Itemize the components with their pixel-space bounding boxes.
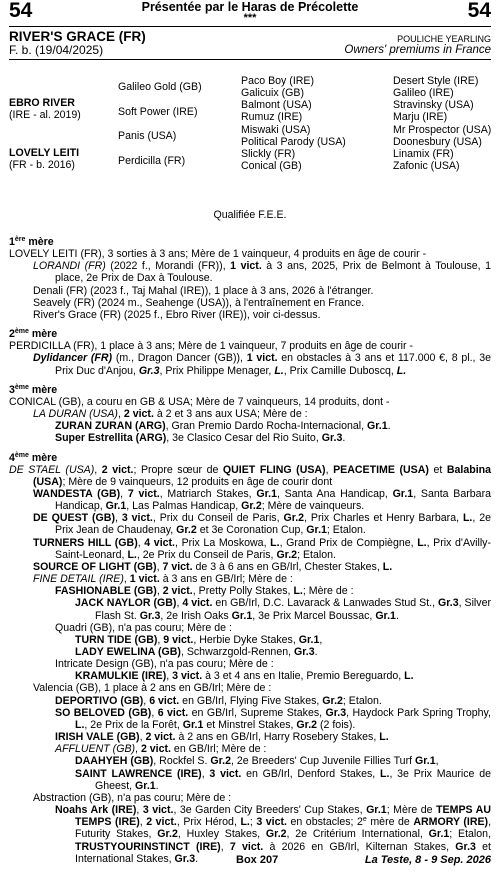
pedigree-gen3-2: Galicuix (GB): [241, 87, 304, 99]
pedigree-dam: LOVELY LEITI: [9, 147, 80, 159]
dam-1-entry: LOVELY LEITI (FR), 3 sorties à 3 ans; Mère de 1 vainqueur, 4 produits en âge de courir -: [9, 248, 427, 261]
dam-4-greatproduce: DAAHYEH (GB), Rockfel S. Gr.2, 2e Breeders' Cup Juvenile Fillies Turf Gr.1,: [75, 755, 439, 768]
heading-3rd-dam: 3ème mère: [9, 383, 58, 396]
lot-number-left: 54: [9, 0, 33, 22]
dam-1-produce: River's Grace (FR) (2025 f., Ebro River (IRE)), voir ci-dessus.: [33, 308, 321, 321]
dam-3-entry: CONICAL (GB), a couru en GB & USA; Mère de 7 vainqueurs, 14 produits, dont -: [9, 395, 390, 408]
dam-2-produce: Dylidancer (FR) (m., Dragon Dancer (GB)), 1 vict. en obstacles à 3 ans et 117.000 €, 8 pl., 3e Prix Duc d'Anjou, Gr.3, Prix Philippe Menager, L., Prix Camille Duboscq, L.: [33, 352, 492, 377]
dam-1-produce: LORANDI (FR) (2022 f., Morandi (FR)), 1 vict. à 3 ans, 2025, Prix de Belmont à Toulouse, 1 place, 2e Prix de Dax à Toulouse.: [33, 260, 491, 285]
dam-4-produce: Valencia (GB), 1 place à 2 ans en GB/Irl; Mère de :: [33, 682, 272, 695]
stars: ***: [243, 12, 257, 24]
pedigree-gen4-2: Galileo (IRE): [393, 87, 454, 99]
pedigree-gen3-6: Political Parody (USA): [241, 136, 346, 148]
pedigree-gen4-8: Zafonic (USA): [393, 160, 460, 172]
heading-4th-dam: 4ème mère: [9, 451, 58, 464]
dam-4-produce: Abstraction (GB), n'a pas couru; Mère de :: [33, 791, 232, 804]
dam-4-grandproduce: Quadri (GB), n'a pas couru; Mère de :: [55, 621, 232, 634]
pedigree-gen2-4: Perdicilla (FR): [118, 155, 186, 167]
dam-4-produce: SOURCE OF LIGHT (GB), 7 vict. de 3 à 6 ans en GB/Irl, Chester Stakes, L.: [33, 560, 393, 573]
pedigree-gen4-3: Stravinsky (USA): [393, 99, 474, 111]
pedigree-gen3-5: Miswaki (USA): [241, 124, 311, 136]
dam-3-grandproduce: Super Estrellita (ARG), 3e Clasico Cesar del Rio Suito, Gr.3.: [55, 432, 346, 445]
dam-1-produce: Denali (FR) (2023 f., Taj Mahal (IRE)), 1 place à 3 ans, 2026 à l'étranger.: [33, 284, 374, 297]
pedigree-gen2-3: Panis (USA): [118, 130, 177, 142]
dam-4-greatproduce: LADY EWELINA (GB), Schwarzgold-Rennen, Gr.3.: [75, 646, 318, 658]
lot-number-right: 54: [467, 0, 491, 22]
dam-4-greatproduce: SAINT LAWRENCE (IRE), 3 vict. en GB/Irl, Denford Stakes, L., 3e Prix Maurice de Gheest, Gr.1.: [75, 767, 491, 792]
dam-4-grandproduce: DEPORTIVO (GB), 6 vict. en GB/Irl, Flying Five Stakes, Gr.2; Etalon.: [55, 694, 382, 707]
family-history: [9, 236, 491, 865]
dam-3-grandproduce: ZURAN ZURAN (ARG), Gran Premio Dardo Rocha-Internacional, Gr.1.: [55, 420, 391, 433]
dam-4-greatproduce: TURN TIDE (GB), 9 vict., Herbie Dyke Stakes, Gr.1,: [75, 633, 323, 646]
dam-4-grandproduce: SO BELOVED (GB), 6 vict. en GB/Irl, Supreme Stakes, Gr.3, Haydock Park Spring Trophy, L., 2e Prix de la Forêt, Gr.1 et Minstrel Stakes, Gr.2 (2 fois).: [55, 706, 491, 731]
pedigree-gen3-3: Balmont (USA): [241, 99, 312, 111]
dam-2-entry: PERDICILLA (FR), 1 place à 3 ans; Mère de 1 vainqueur, 7 produits en âge de courir -: [9, 340, 413, 353]
dam-4-greatproduce: JACK NAYLOR (GB), 4 vict. en GB/Irl, D.C. Lavarack & Lanwades Stud St., Gr.3, Silver Flash St. Gr.3, 2e Irish Oaks Gr.1, 3e Prix Marcel Boussac, Gr.1.: [75, 597, 491, 622]
dam-4-produce: FINE DETAIL (IRE), 1 vict. à 3 ans en GB/Irl; Mère de :: [33, 573, 293, 586]
pedigree-gen2-1: Galileo Gold (GB): [118, 81, 202, 93]
dam-4-produce: WANDESTA (GB), 7 vict., Matriarch Stakes, Gr.1, Santa Ana Handicap, Gr.1, Santa Barbara Handicap, Gr.1, Las Palmas Handicap, Gr.2; Mère de vainqueurs.: [33, 487, 491, 513]
dam-4-grandproduce: IRISH VALE (GB), 2 vict. à 2 ans en GB/Irl, Harry Rosebery Stakes, L.: [55, 731, 389, 744]
pedigree-gen3-4: Rumuz (IRE): [241, 111, 303, 123]
horse-name: RIVER'S GRACE (FR): [9, 29, 146, 44]
pedigree-gen3-8: Conical (GB): [241, 160, 302, 172]
dam-4-grandproduce: FASHIONABLE (GB), 2 vict., Pretty Polly Stakes, L.; Mère de :: [55, 585, 354, 598]
top-rule: [9, 26, 491, 27]
pedigree-dam-info: (FR - b. 2016): [9, 159, 75, 171]
pedigree-gen3-7: Slickly (FR): [241, 148, 296, 160]
owners-premiums: Owners' premiums in France: [344, 44, 491, 56]
dam-4-greatproduce: KRAMULKIE (IRE), 3 vict. à 3 et 4 ans en Italie, Premio Bereguardo, L.: [75, 670, 414, 683]
presented-by: Présentée par le Haras de Précolette: [141, 0, 359, 14]
horse-color-dob: F. b. (19/04/2025): [9, 43, 104, 57]
dam-4-grandproduce: Intricate Design (GB), n'a pas couru; Mère de :: [55, 658, 274, 671]
header-rule: [9, 59, 491, 60]
sale-location-date: La Teste, 8 - 9 Sep. 2026: [364, 854, 491, 866]
pedigree-sire: EBRO RIVER: [9, 97, 75, 109]
dam-4-entry: DE STAEL (USA), 2 vict.; Propre sœur de QUIET FLING (USA), PEACETIME (USA) et Balabina (USA); Mère de 9 vainqueurs, 12 produits en âge de courir dont: [9, 463, 492, 488]
dam-1-produce: Seavely (FR) (2024 m., Seahenge (USA)), à l'entraînement en France.: [33, 296, 365, 309]
pedigree-gen4-4: Marju (IRE): [393, 111, 448, 123]
horse-category: POULICHE YEARLING: [397, 34, 491, 44]
dam-4-grandproduce: Noahs Ark (IRE), 3 vict., 3e Garden City Breeders' Cup Stakes, Gr.1; Mère de TEMPS AU TEMPS (IRE), 2 vict., Prix Hérod, L.; 3 vict. en obstacles; 2e mère de ARMORY (IRE), Futurity Stakes, Gr.2, Huxley Stakes, Gr.2, 2e Critérium International, Gr.1; Etalon, TRUSTYOURINSTINCT (IRE), 7 vict. à 2026 en GB/Irl, Kilternan Stakes, Gr.3 et International Stakes, Gr.3.: [55, 804, 492, 865]
pedigree-gen4-5: Mr Prospector (USA): [393, 124, 492, 136]
pedigree-gen4-6: Doonesbury (USA): [393, 136, 482, 148]
dam-4-produce: DE QUEST (GB), 3 vict., Prix du Conseil de Paris, Gr.2, Prix Charles et Henry Barbara, L., 2e Prix Jean de Chaudenay, Gr.2 et 3e Coronation Cup, Gr.1; Etalon.: [33, 512, 492, 537]
pedigree-gen3-1: Paco Boy (IRE): [241, 75, 315, 87]
heading-1st-dam: 1ère mère: [9, 236, 54, 248]
qualification: Qualifiée F.E.E.: [213, 209, 287, 221]
pedigree-sire-info: (IRE - al. 2019): [9, 109, 81, 121]
pedigree-gen4-7: Linamix (FR): [393, 148, 454, 160]
dam-4-produce: TURNERS HILL (GB), 4 vict., Prix La Moskowa, L., Grand Prix de Compiègne, L., Prix d'Avilly-Saint-Leonard, L., 2e Prix du Conseil de Paris, Gr.2; Etalon.: [33, 536, 491, 561]
box-number: Box 207: [236, 854, 279, 866]
pedigree-gen4-1: Desert Style (IRE): [393, 75, 479, 87]
dam-3-produce: LA DURAN (USA), 2 vict. à 2 et 3 ans aux USA; Mère de :: [33, 408, 308, 421]
dam-4-grandproduce: AFFLUENT (GB), 2 vict. en GB/Irl; Mère de :: [55, 743, 267, 756]
pedigree-gen2-2: Soft Power (IRE): [118, 106, 198, 118]
heading-2nd-dam: 2ème mère: [9, 328, 58, 341]
